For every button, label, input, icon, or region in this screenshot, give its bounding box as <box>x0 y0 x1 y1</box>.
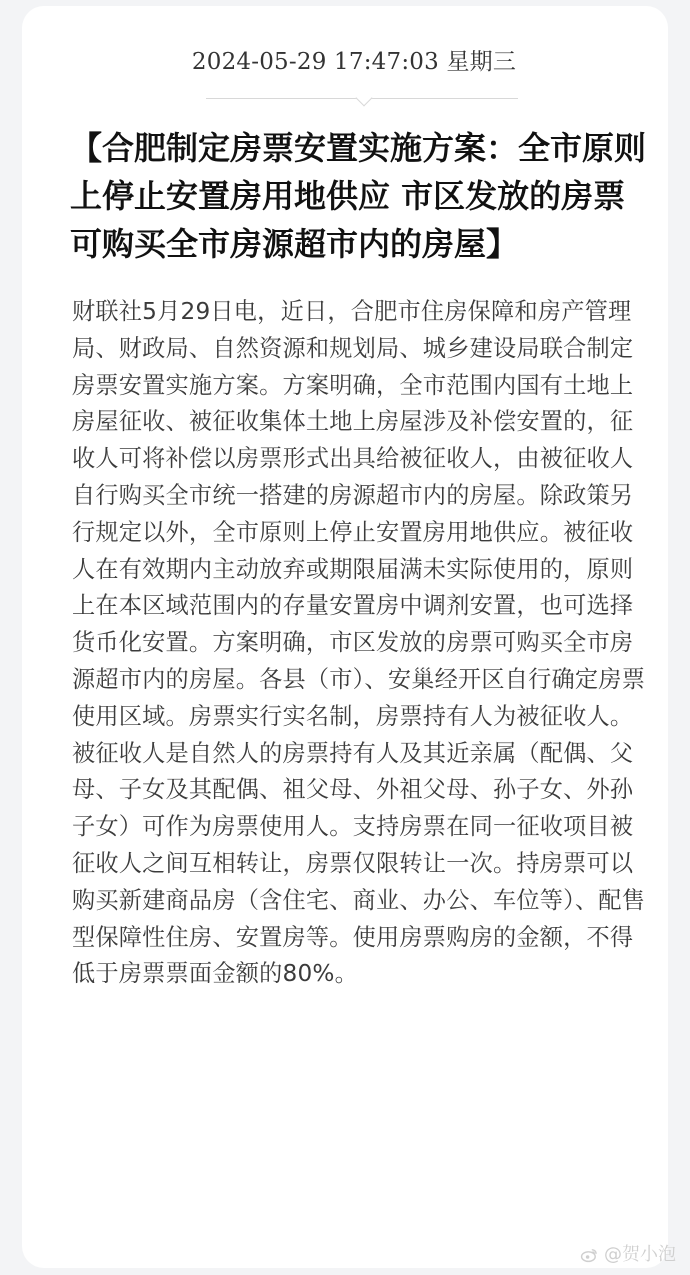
date-header <box>184 46 524 78</box>
weibo-icon <box>580 1247 600 1263</box>
weibo-watermark <box>580 1245 676 1265</box>
divider-notch-icon <box>356 90 373 107</box>
article-body: 财联社5月29日电，近日，合肥市住房保障和房产管理局、财政局、自然资源和规划局、城乡建设局联合制定房票安置实施方案。方案明确，全市范围内国有土地上房屋征收、被征收集体土地上房屋涉及补偿安置的，征收人可将补偿以房票形式出具给被征收人，由被征收人自行购买全市统一搭建的房源超市内的房屋。除政策另行规定以外，全市原则上停止安置房用地供应。被征收人在有效期内主动放弃或期限届满未实际使用的，原则上在本区域范围内的存量安置房中调剂安置，也可选择货币化安置。方案明确，市区发放的房票可购买全市房源超市内的房屋。各县（市）、安巢经开区自行确定房票使用区域。房票实行实名制，房票持有人为被征收人。被征收人是自然人的房票持有人及其近亲属（配偶、父母、子女及其配偶、祖父母、外祖父母、孙子女、外孙子女）可作为房票使用人。支持房票在同一征收项目被征收人之间互相转让，房票仅限转让一次。持房票可以购买新建商品房（含住宅、商业、办公、车位等）、配售型保障性住房、安置房等。使用房票购房的金额，不得低于房票票面金额的80%。 <box>72 298 646 988</box>
article-card <box>22 6 668 1268</box>
publish-datetime: 2024-05-29 17:47:03 星期三 <box>191 49 517 75</box>
watermark-text: @贺小泡 <box>604 1244 676 1265</box>
article-title: 【合肥制定房票安置实施方案：全市原则上停止安置房用地供应 市区发放的房票可购买全市房源超市内的房屋】 <box>70 129 647 263</box>
